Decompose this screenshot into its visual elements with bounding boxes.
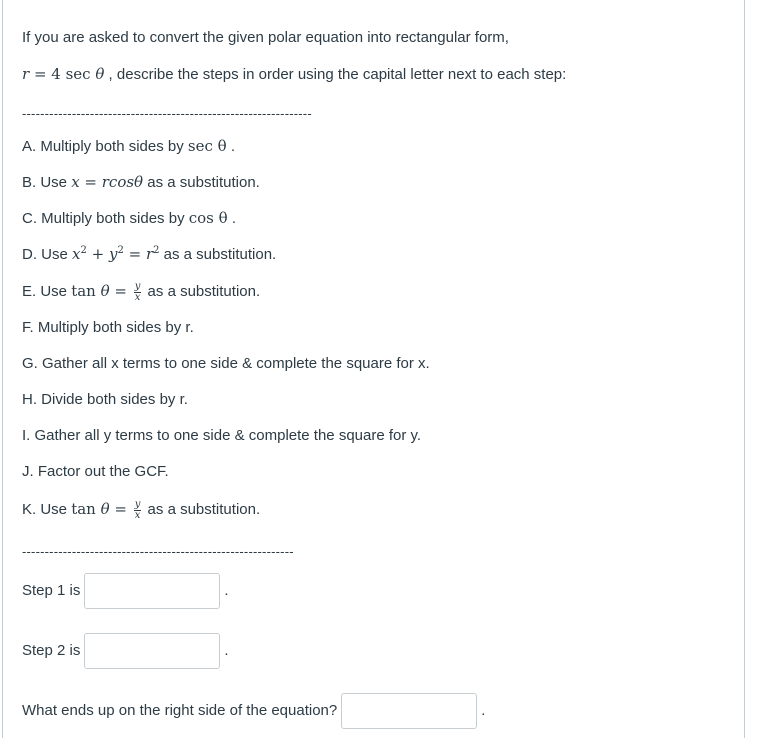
option-b-math: x = rcosθ [71, 173, 144, 191]
fraction-y-over-x: $\frac{y}{x}$ [134, 498, 141, 521]
option-g: G. Gather all x terms to one side & complete the square for x. [22, 355, 430, 372]
option-j: J. Factor out the GCF. [22, 463, 169, 480]
step-2-input[interactable] [84, 633, 220, 669]
right-side-row: What ends up on the right side of the equation? . [22, 692, 485, 730]
polar-equation: r = 4 sec θ [22, 65, 105, 83]
question-intro: If you are asked to convert the given polar equation into rectangular form, [22, 29, 509, 46]
step-2-row: Step 2 is . [22, 632, 229, 670]
step-1-label: Step 1 is [22, 582, 81, 599]
right-side-label: What ends up on the right side of the equation? [22, 702, 338, 719]
option-k-math: tan θ = $\frac{y}{x}$ [71, 498, 141, 521]
divider-top: ---------------------------------------------------------------- [22, 106, 312, 121]
step-1-row: Step 1 is . [22, 572, 229, 610]
option-a-math: sec θ [187, 137, 227, 155]
question-equation-line [22, 64, 566, 85]
option-h: H. Divide both sides by r. [22, 391, 188, 408]
option-d: D. Use $x^2 + y^2 = r^2$ as a substitution. [22, 245, 277, 263]
option-f: F. Multiply both sides by r. [22, 319, 194, 336]
option-a: A. Multiply both sides by sec θ . [22, 137, 236, 155]
option-c-math: cos θ [188, 209, 228, 227]
question-instruction: , describe the steps in order using the capital letter next to each step: [104, 66, 567, 83]
fraction-y-over-x: $\frac{y}{x}$ [134, 280, 141, 303]
option-d-math: $x^2 + y^2 = r^2$ [72, 245, 160, 263]
option-c: C. Multiply both sides by cos θ . [22, 209, 237, 227]
option-i: I. Gather all y terms to one side & complete the square for y. [22, 427, 422, 444]
right-side-input[interactable] [341, 693, 477, 729]
step-2-label: Step 2 is [22, 642, 81, 659]
step-1-input[interactable] [84, 573, 220, 609]
option-e-math: tan θ = $\frac{y}{x}$ [71, 280, 141, 303]
option-b: B. Use x = rcosθ as a substitution. [22, 173, 260, 191]
option-k: K. Use tan θ = $\frac{y}{x}$ as a substitution. [22, 498, 261, 521]
divider-bottom: ------------------------------------------------------------ [22, 544, 294, 559]
option-e: E. Use tan θ = $\frac{y}{x}$ as a substitution. [22, 280, 261, 303]
